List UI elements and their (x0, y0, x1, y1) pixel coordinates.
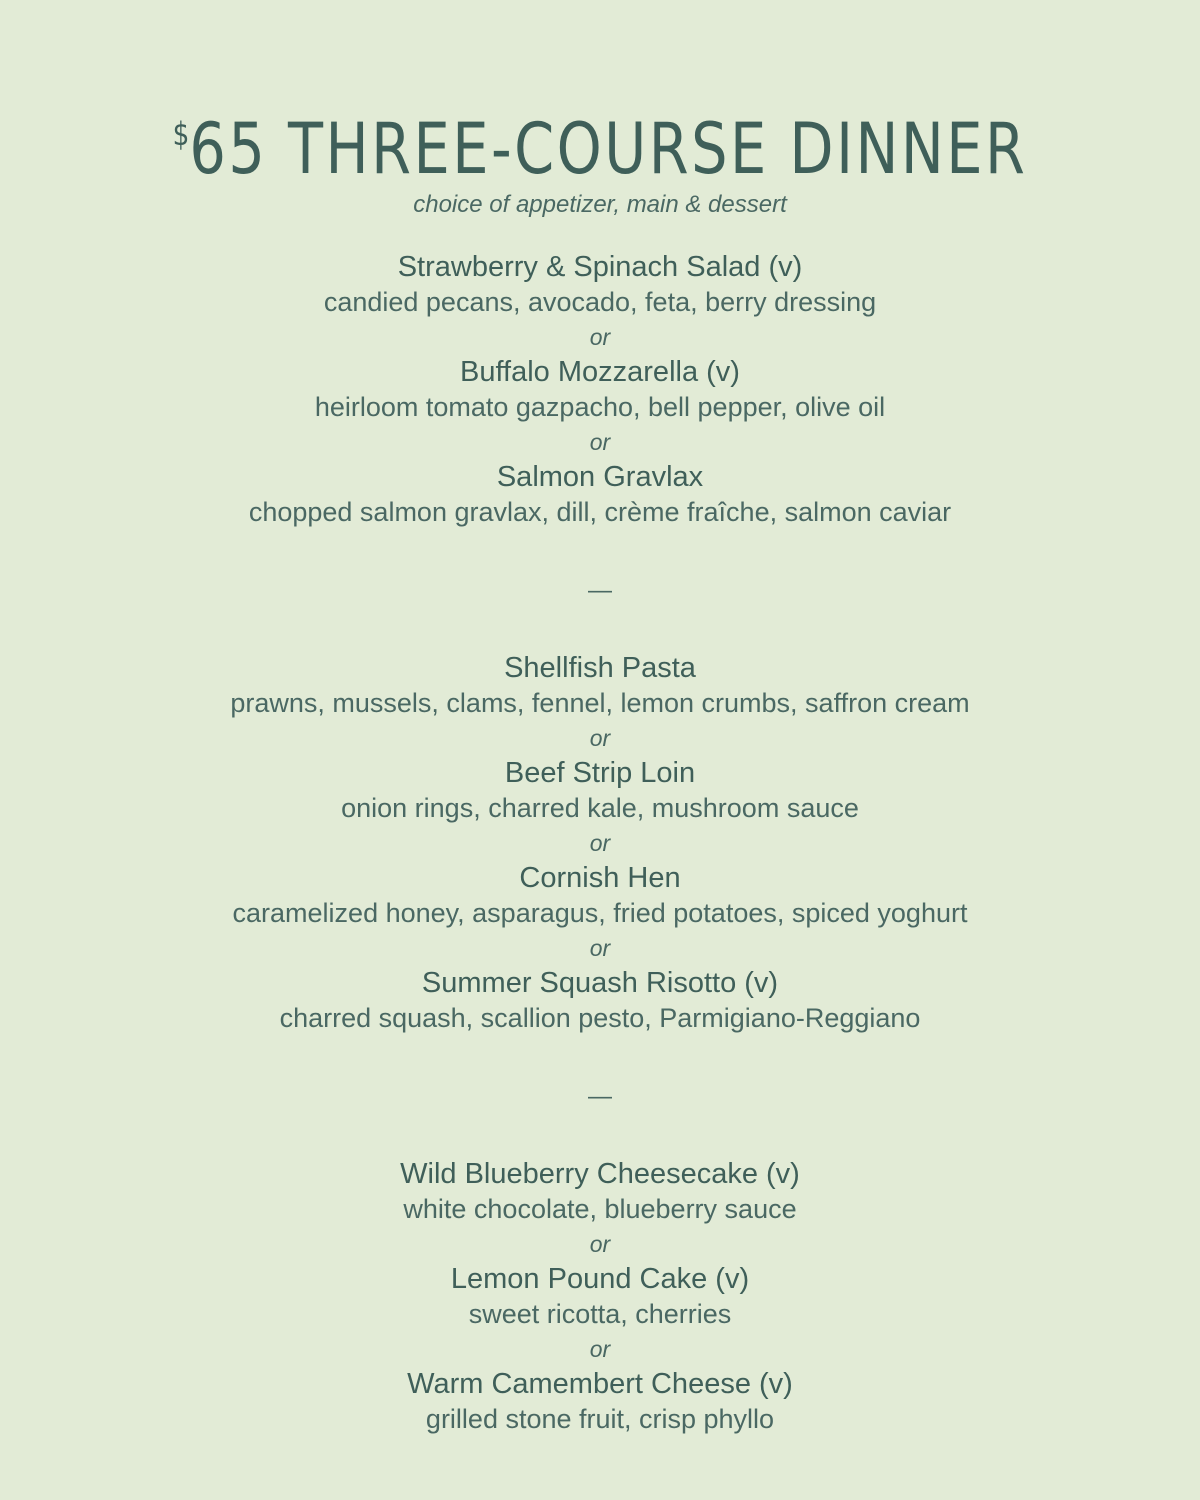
menu-header (0, 92, 1200, 219)
menu-item-name: Lemon Pound Cake (v) (450, 1263, 750, 1295)
course-desserts (0, 1157, 1200, 1437)
menu-item-description: caramelized honey, asparagus, fried potatoes, spiced yoghurt (232, 898, 968, 928)
menu-courses (0, 250, 1200, 1437)
or-separator: or (589, 1336, 611, 1362)
menu-item-name: Summer Squash Risotto (v) (421, 967, 779, 999)
menu-item-name: Shellfish Pasta (504, 652, 696, 684)
page-subtitle: choice of appetizer, main & dessert (413, 191, 787, 218)
menu-item-name: Warm Camembert Cheese (v) (407, 1368, 793, 1400)
currency-symbol: $ (172, 115, 190, 153)
menu-item-description: chopped salmon gravlax, dill, crème fraîche, salmon caviar (248, 497, 952, 527)
page-title (108, 92, 1092, 191)
menu-item-name: Wild Blueberry Cheesecake (v) (400, 1158, 800, 1190)
course-appetizers (0, 250, 1200, 530)
course-mains (0, 651, 1200, 1036)
or-separator: or (589, 429, 611, 455)
title-text: 65 THREE-COURSE DINNER (189, 108, 1028, 190)
menu-item-description: onion rings, charred kale, mushroom sauce (341, 793, 859, 823)
or-separator: or (589, 830, 611, 856)
menu-item-description: sweet ricotta, cherries (468, 1299, 732, 1329)
or-separator: or (589, 725, 611, 751)
menu-item-description: heirloom tomato gazpacho, bell pepper, olive oil (314, 392, 886, 422)
menu-item-description: charred squash, scallion pesto, Parmigiano-Reggiano (279, 1003, 921, 1033)
menu-item-description: grilled stone fruit, crisp phyllo (425, 1404, 775, 1434)
menu-item-description: prawns, mussels, clams, fennel, lemon crumbs, saffron cream (230, 688, 970, 718)
course-divider: — (588, 1083, 612, 1110)
menu-item-name: Strawberry & Spinach Salad (v) (397, 251, 803, 283)
menu-item-name: Buffalo Mozzarella (v) (460, 356, 740, 388)
or-separator: or (589, 1231, 611, 1257)
menu-item-name: Salmon Gravlax (496, 461, 704, 493)
course-divider: — (588, 577, 612, 604)
menu-item-description: white chocolate, blueberry sauce (403, 1194, 797, 1224)
menu-item-name: Beef Strip Loin (504, 757, 696, 789)
or-separator: or (589, 935, 611, 961)
menu-item-description: candied pecans, avocado, feta, berry dressing (323, 287, 877, 317)
or-separator: or (589, 324, 611, 350)
menu-item-name: Cornish Hen (519, 862, 681, 894)
